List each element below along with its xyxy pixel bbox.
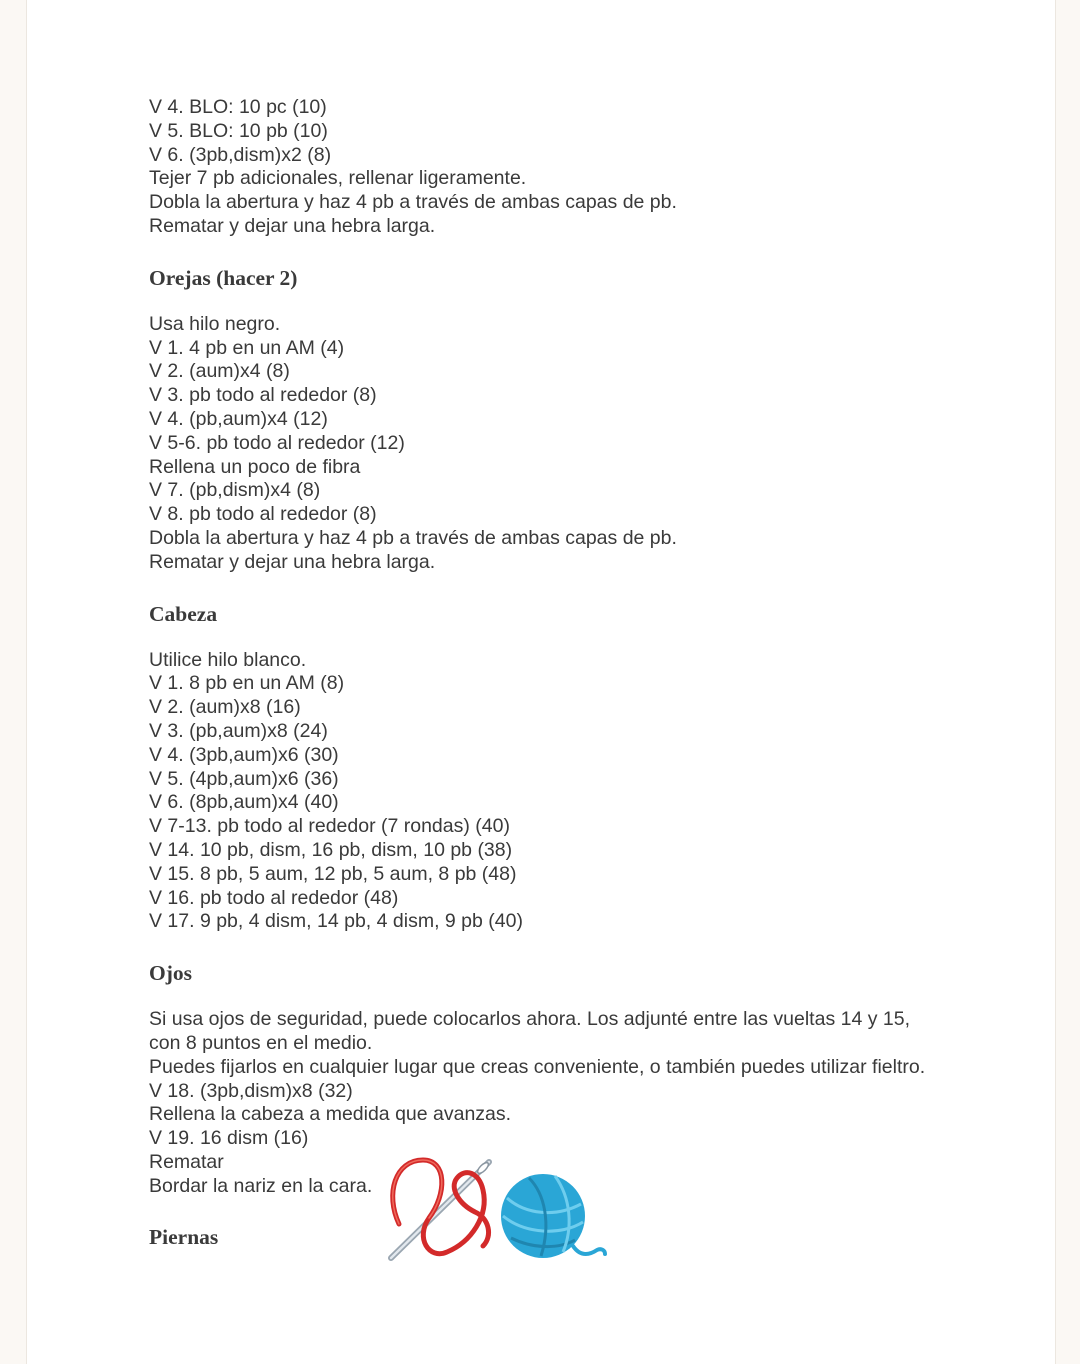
pattern-line: V 8. pb todo al rededor (8) (149, 503, 377, 526)
pattern-line: V 2. (aum)x4 (8) (149, 360, 290, 383)
pattern-line: V 14. 10 pb, dism, 16 pb, dism, 10 pb (38) (149, 838, 513, 861)
pattern-line: Rellena la cabeza a medida que avanzas. (149, 1103, 512, 1126)
pattern-line: V 4. (pb,aum)x4 (12) (149, 407, 328, 430)
heading-cabeza: Cabeza (149, 601, 218, 626)
craft-emoji-graphic (385, 1154, 610, 1264)
pattern-line: V 18. (3pb,dism)x8 (32) (149, 1079, 353, 1102)
pattern-paragraph: Si usa ojos de seguridad, puede colocarlos ahora. Los adjunté entre las vueltas 14 y 15, con 8 puntos en el medio. (149, 1008, 910, 1054)
heading-ojos: Ojos (149, 961, 192, 986)
pattern-line: V 7. (pb,dism)x4 (8) (149, 479, 321, 502)
pattern-line: Bordar la nariz en la cara. (149, 1174, 373, 1197)
pattern-content (149, 96, 949, 1250)
pattern-line: V 6. (8pb,aum)x4 (40) (149, 791, 339, 814)
pattern-line: V 6. (3pb,dism)x2 (8) (149, 143, 332, 166)
pattern-line: V 7-13. pb todo al rededor (7 rondas) (40) (149, 815, 510, 838)
pattern-line: Dobla la abertura y haz 4 pb a través de ambas capas de pb. (149, 526, 677, 549)
pattern-line: Dobla la abertura y haz 4 pb a través de ambas capas de pb. (149, 191, 677, 214)
pattern-line: Usa hilo negro. (149, 312, 281, 335)
pattern-line: V 3. pb todo al rededor (8) (149, 384, 377, 407)
pattern-line: V 5-6. pb todo al rededor (12) (149, 431, 405, 454)
pattern-line: V 5. (4pb,aum)x6 (36) (149, 767, 339, 790)
pattern-line: Rematar y dejar una hebra larga. (149, 550, 436, 573)
pattern-line: Tejer 7 pb adicionales, rellenar ligeramente. (149, 167, 527, 190)
heading-orejas: Orejas (hacer 2) (149, 265, 298, 290)
sewing-needle-icon (391, 1160, 490, 1258)
pattern-line: V 17. 9 pb, 4 dism, 14 pb, 4 dism, 9 pb (40) (149, 910, 523, 933)
yarn-ball-icon (501, 1174, 605, 1258)
craft-emojis (385, 1154, 610, 1264)
pattern-line: V 1. 4 pb en un AM (4) (149, 336, 345, 359)
pattern-line: Utilice hilo blanco. (149, 648, 307, 671)
pattern-line: Rematar y dejar una hebra larga. (149, 214, 436, 237)
pattern-line: V 4. BLO: 10 pc (10) (149, 96, 327, 118)
heading-piernas: Piernas (149, 1225, 219, 1250)
pattern-line: Rellena un poco de fibra (149, 455, 361, 478)
pattern-line: V 2. (aum)x8 (16) (149, 696, 301, 719)
pattern-line: V 19. 16 dism (16) (149, 1127, 309, 1150)
pattern-line: V 4. (3pb,aum)x6 (30) (149, 743, 339, 766)
pattern-line: Rematar (149, 1150, 224, 1173)
section-orejas (149, 313, 949, 575)
pattern-line: V 5. BLO: 10 pb (10) (149, 119, 328, 142)
pattern-line: V 1. 8 pb en un AM (8) (149, 672, 345, 695)
pattern-line: V 15. 8 pb, 5 aum, 12 pb, 5 aum, 8 pb (48) (149, 862, 517, 885)
pattern-paragraph: Puedes fijarlos en cualquier lugar que creas conveniente, o también puedes utilizar fieltro. (149, 1055, 926, 1078)
pattern-line: V 3. (pb,aum)x8 (24) (149, 719, 328, 742)
section-cabeza (149, 649, 949, 935)
pattern-line: V 16. pb todo al rededor (48) (149, 886, 399, 909)
section-top (149, 96, 949, 239)
